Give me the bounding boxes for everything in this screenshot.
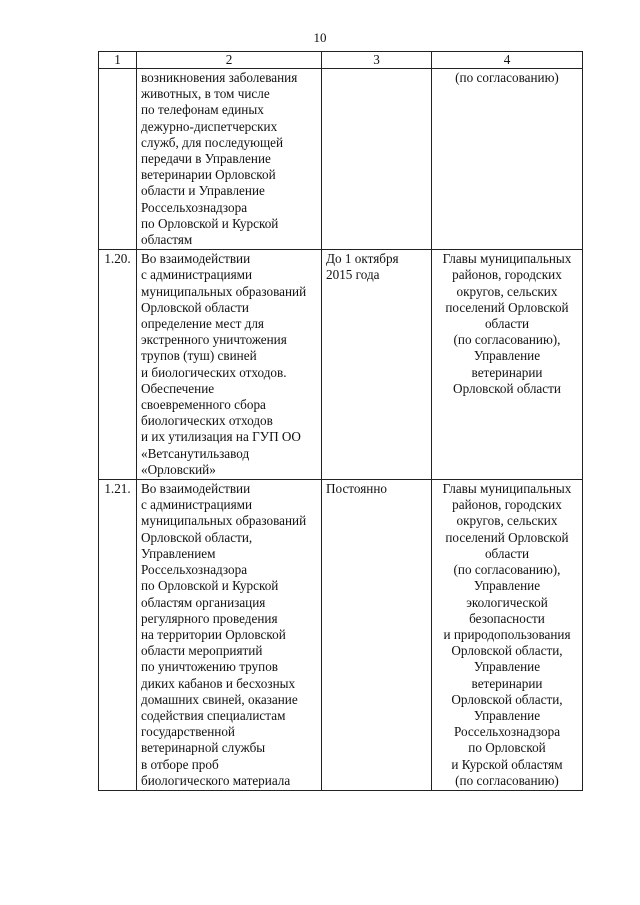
row-deadline: До 1 октября 2015 года xyxy=(322,250,432,480)
row-number xyxy=(99,69,137,250)
row-action: Во взаимодействии с администрациями муниципальных образований Орловской области, Управлением Россельхознадзора по Орловской и Курской областям организация регулярного проведения на территории Орловской области мероприятий по уничтожению трупов диких кабанов и бесхозных домашних свиней, оказание содействия специалистам государственной ветеринарной службы в отборе проб биологического материала xyxy=(137,480,322,791)
column-header-2: 2 xyxy=(137,52,322,69)
row-number: 1.20. xyxy=(99,250,137,480)
column-header-3: 3 xyxy=(322,52,432,69)
table-header-row xyxy=(99,52,583,69)
column-header-4: 4 xyxy=(432,52,583,69)
column-header-1: 1 xyxy=(99,52,137,69)
row-action: возникновения заболевания животных, в том числе по телефонам единых дежурно-диспетчерских служб, для последующей передачи в Управление ветеринарии Орловской области и Управление Россельхознадзора по Орловской и Курской областям xyxy=(137,69,322,250)
row-deadline: Постоянно xyxy=(322,480,432,791)
row-deadline xyxy=(322,69,432,250)
page-number: 10 xyxy=(313,30,327,45)
row-responsible: Главы муниципальных районов, городских округов, сельских поселений Орловской области (по согласованию), Управление экологической безопасности и природопользования Орловской области, Управление ветеринарии Орловской области, Управление Россельхознадзора по Орловской и Курской областям (по согласованию) xyxy=(432,480,583,791)
table-row xyxy=(99,250,583,480)
measures-table xyxy=(98,51,583,791)
row-action: Во взаимодействии с администрациями муниципальных образований Орловской области определение мест для экстренного уничтожения трупов (туш) свиней и биологических отходов. Обеспечение своевременного сбора биологических отходов и их утилизация на ГУП ОО «Ветсанутильзавод «Орловский» xyxy=(137,250,322,480)
table-row xyxy=(99,480,583,791)
row-responsible: (по согласованию) xyxy=(432,69,583,250)
table-row xyxy=(99,69,583,250)
row-number: 1.21. xyxy=(99,480,137,791)
row-responsible: Главы муниципальных районов, городских округов, сельских поселений Орловской области (по согласованию), Управление ветеринарии Орловской области xyxy=(432,250,583,480)
